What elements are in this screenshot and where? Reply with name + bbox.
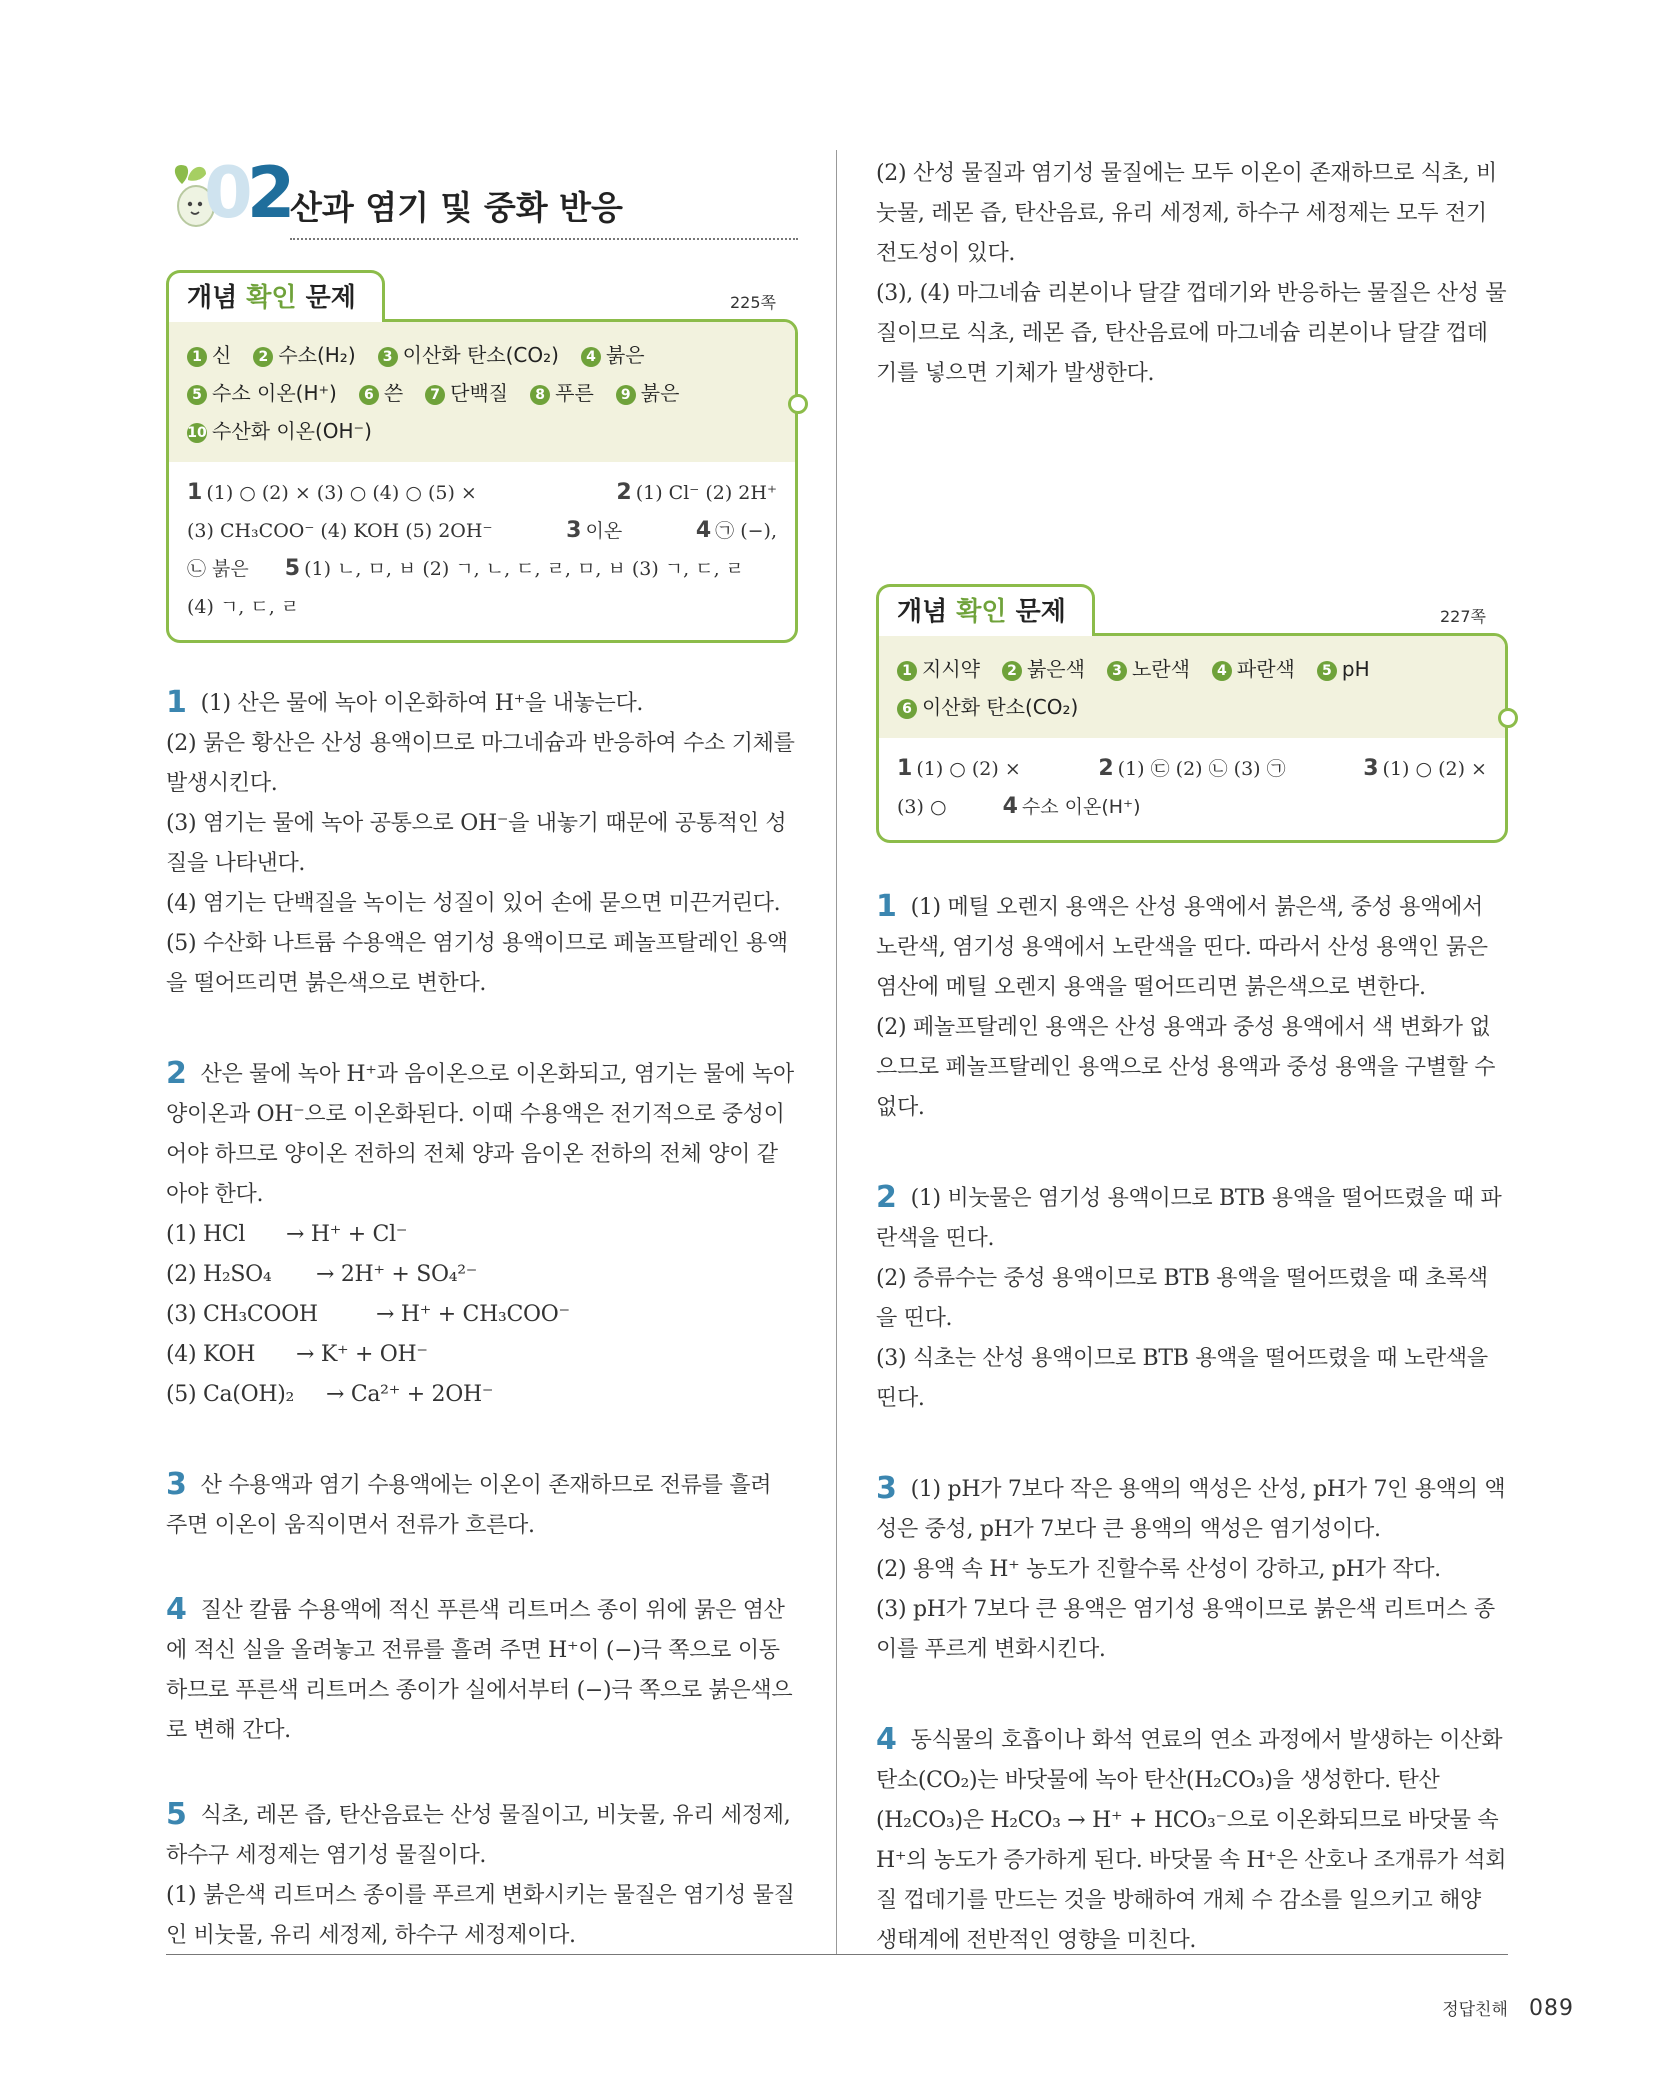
key-item — [581, 343, 645, 367]
key-text: 푸른 — [555, 381, 594, 405]
answer-3: 이온 — [585, 520, 623, 542]
box-answers: 1 (1) ○ (2) × (3) ○ (4) ○ (5) × 2 (1) Cl⁻ (2) 2H⁺ (3) CH₃COO⁻ (4) KOH (5) 2OH⁻ 3 이온 4 ㉠ (−), ㉡ 붉은 5 (1) ㄴ, ㅁ, ㅂ (2) ㄱ, ㄴ, ㄷ, ㄹ, ㅁ, ㅂ (3) ㄱ, ㄷ, ㄹ (4) ㄱ, ㄷ, ㄹ — [169, 462, 795, 640]
chapter-title: 산과 염기 및 중화 반응 — [290, 188, 623, 227]
key-text: pH — [1341, 657, 1370, 681]
key-text: 파란색 — [1236, 657, 1295, 681]
number-badge-icon: 8 — [530, 385, 550, 405]
number-badge-icon: 2 — [253, 347, 273, 367]
box-title: 개념 확인 문제 — [166, 270, 385, 322]
answer-2-cont: (3) CH₃COO⁻ (4) KOH (5) 2OH⁻ — [187, 520, 493, 542]
key-item — [530, 381, 594, 405]
solution-4: 4 질산 칼륨 수용액에 적신 푸른색 리트머스 종이 위에 묽은 염산에 적신 실을 올려놓고 전류를 흘려 주면 H⁺이 (−)극 쪽으로 이동하므로 푸른색 리트머스 종이가 실에서부터 (−)극 쪽으로 붉은색으로 변해 간다. — [166, 1592, 793, 1743]
solution-r4: 4 동식물의 호흡이나 화석 연료의 연소 과정에서 발생하는 이산화 탄소(CO₂)는 바닷물에 녹아 탄산(H₂CO₃)을 생성한다. 탄산(H₂CO₃)은 H₂CO₃ → H⁺ + HCO₃⁻으로 이온화되므로 바닷물 속 H⁺의 농도가 증가하게 된다. 바닷물 속 H⁺은 산호나 조개류가 석회질 껍데기를 만드는 것을 방해하여 개체 수 감소를 일으키고 해양 생태계에 전반적인 영향을 미친다. — [876, 1722, 1507, 1953]
key-item — [1002, 657, 1085, 681]
box-page-ref: 225쪽 — [730, 293, 776, 312]
ring-icon — [788, 394, 808, 414]
key-item — [253, 343, 355, 367]
key-text: 수소(H₂) — [278, 343, 356, 367]
key-item — [187, 343, 231, 367]
chapter-number-digit: 2 — [246, 152, 290, 234]
key-text: 노란색 — [1131, 657, 1190, 681]
answer-key — [879, 636, 1505, 738]
box-page-ref: 227쪽 — [1440, 607, 1486, 626]
solution-r3: 3 (1) pH가 7보다 작은 용액의 액성은 산성, pH가 7인 용액의 액성은 중성, pH가 7보다 큰 용액의 액성은 염기성이다. (2) 용액 속 H⁺ 농도가 진할수록 산성이 강하고, pH가 작다. (3) pH가 7보다 큰 용액은 염기성 용액이므로 붉은색 리트머스 종이를 푸르게 변화시킨다. — [876, 1471, 1506, 1662]
key-text: 붉은 — [640, 381, 680, 405]
key-item — [1212, 657, 1295, 681]
number-badge-icon: 1 — [187, 347, 207, 367]
answer-key — [169, 322, 795, 462]
answer-2: (1) Cl⁻ (2) 2H⁺ — [635, 482, 777, 504]
concept-check-box-225 — [166, 270, 798, 643]
number-badge-icon: 4 — [1212, 661, 1232, 681]
number-badge-icon: 7 — [425, 385, 445, 405]
key-item — [359, 381, 403, 405]
number-badge-icon: 10 — [187, 425, 207, 441]
number-badge-icon: 3 — [1107, 661, 1127, 681]
answer-1: (1) ○ (2) × (3) ○ (4) ○ (5) × — [206, 482, 477, 504]
answer-1: (1) ○ (2) × — [916, 758, 1021, 780]
solution-5-cont: (2) 산성 물질과 염기성 물질에는 모두 이온이 존재하므로 식초, 비눗물, 레몬 즙, 탄산음료, 유리 세정제, 하수구 세정제는 모두 전기 전도성이 있다. (3), (4) 마그네슘 리본이나 달걀 껍데기와 반응하는 물질은 산성 물질이므로 식초, 레몬 즙, 탄산음료에 마그네슘 리본이나 달걀 껍데기를 넣으면 기체가 발생한다. — [876, 161, 1507, 386]
answer-5: (1) ㄴ, ㅁ, ㅂ (2) ㄱ, ㄴ, ㄷ, ㄹ, ㅁ, ㅂ (3) ㄱ, ㄷ, ㄹ — [304, 558, 745, 580]
key-text: 이산화 탄소(CO₂) — [922, 695, 1079, 719]
number-badge-icon: 2 — [1002, 661, 1022, 681]
key-item — [187, 381, 337, 405]
number-badge-icon: 5 — [1317, 661, 1337, 681]
footer-label: 정답친해 — [1442, 2000, 1508, 2020]
solution-1: 1 (1) 산은 물에 녹아 이온화하여 H⁺을 내놓는다. (2) 묽은 황산은 산성 용액이므로 마그네슘과 반응하여 수소 기체를 발생시킨다. (3) 염기는 물에 녹아 공통으로 OH⁻을 내놓기 때문에 공통적인 성질을 나타낸다. (4) 염기는 단백질을 녹이는 성질이 있어 손에 묻으면 미끈거린다. (5) 수산화 나트륨 수용액은 염기성 용액이므로 페놀프탈레인 용액을 떨어뜨리면 붉은색으로 변한다. — [166, 685, 795, 996]
key-text: 붉은색 — [1026, 657, 1085, 681]
solution-2: 2 산은 물에 녹아 H⁺과 음이온으로 이온화되고, 염기는 물에 녹아 양이온과 OH⁻으로 이온화된다. 이때 수용액은 전기적으로 중성이어야 하므로 양이온 전하의 전체 양과 음이온 전하의 전체 양이 같아야 한다. (1) HCl → H⁺ + Cl⁻ (2) H₂SO₄ → 2H⁺ + SO₄²⁻ (3) CH₃COOH → H⁺ + CH₃COO⁻ (4) KOH → K⁺ + OH⁻ (5) Ca(OH)₂ → Ca²⁺ + 2OH⁻ — [166, 1056, 794, 1407]
key-text: 붉은 — [605, 343, 645, 367]
number-badge-icon: 5 — [187, 385, 207, 405]
key-text: 단백질 — [450, 381, 509, 405]
key-item — [425, 381, 508, 405]
answer-5-cont: (4) ㄱ, ㄷ, ㄹ — [187, 596, 300, 618]
number-badge-icon: 6 — [897, 699, 917, 719]
answer-4: 수소 이온(H⁺) — [1021, 796, 1141, 818]
answer-4: ㉠ (−), — [715, 520, 777, 542]
key-item — [1107, 657, 1190, 681]
chapter-number: 02 — [204, 152, 290, 234]
key-text: 수산화 이온(OH⁻) — [212, 419, 372, 443]
answer-3: (1) ○ (2) × — [1382, 758, 1487, 780]
key-item — [378, 343, 559, 367]
answer-4-cont: ㉡ 붉은 — [187, 558, 249, 580]
number-badge-icon: 3 — [378, 347, 398, 367]
page-number: 089 — [1529, 1996, 1574, 2021]
column-divider — [836, 150, 837, 1954]
box-title: 개념 확인 문제 — [876, 584, 1095, 636]
number-badge-icon: 6 — [359, 385, 379, 405]
key-text: 신 — [212, 343, 232, 367]
title-dotted-rule — [290, 238, 798, 240]
chapter-header — [166, 152, 798, 246]
key-text: 지시약 — [922, 657, 980, 681]
box-answers: 1 (1) ○ (2) × 2 (1) ㉢ (2) ㉡ (3) ㉠ 3 (1) ○ (2) × (3) ○ 4 수소 이온(H⁺) — [897, 756, 1487, 819]
solution-5: 5 식초, 레몬 즙, 탄산음료는 산성 물질이고, 비눗물, 유리 세정제, 하수구 세정제는 염기성 물질이다. (1) 붉은색 리트머스 종이를 푸르게 변화시키는 물질은 염기성 물질인 비눗물, 유리 세정제, 하수구 세정제이다. — [166, 1797, 795, 1948]
key-item — [1317, 657, 1370, 681]
page-footer — [1442, 1995, 1574, 2021]
left-column — [166, 150, 798, 1956]
key-item — [616, 381, 680, 405]
number-badge-icon: 9 — [616, 385, 636, 405]
key-item — [897, 695, 1078, 719]
key-text: 수소 이온(H⁺) — [212, 381, 337, 405]
concept-check-box-227 — [876, 584, 1508, 843]
key-text: 쓴 — [383, 381, 404, 405]
key-text: 이산화 탄소(CO₂) — [402, 343, 559, 367]
answer-3-cont: (3) ○ — [897, 796, 947, 818]
solution-r2: 2 (1) 비눗물은 염기성 용액이므로 BTB 용액을 떨어뜨렸을 때 파란색을 띤다. (2) 증류수는 중성 용액이므로 BTB 용액을 떨어뜨렸을 때 초록색을 띤다. (3) 식초는 산성 용액이므로 BTB 용액을 떨어뜨렸을 때 노란색을 띤다. — [876, 1180, 1502, 1411]
right-column — [876, 150, 1508, 1961]
solution-r1: 1 (1) 메틸 오렌지 용액은 산성 용액에서 붉은색, 중성 용액에서 노란색, 염기성 용액에서 노란색을 띤다. 따라서 산성 용액인 묽은 염산에 메틸 오렌지 용액을 떨어뜨리면 붉은색으로 변한다. (2) 페놀프탈레인 용액은 산성 용액과 중성 용액에서 색 변화가 없으므로 페놀프탈레인 용액으로 산성 용액과 중성 용액을 구별할 수 없다. — [876, 889, 1496, 1120]
key-item — [897, 657, 980, 681]
key-item — [187, 419, 372, 443]
solution-3: 3 산 수용액과 염기 수용액에는 이온이 존재하므로 전류를 흘려 주면 이온이 움직이면서 전류가 흐른다. — [166, 1467, 772, 1538]
number-badge-icon: 1 — [897, 661, 917, 681]
number-badge-icon: 4 — [581, 347, 601, 367]
answer-2: (1) ㉢ (2) ㉡ (3) ㉠ — [1117, 758, 1286, 780]
ring-icon — [1498, 708, 1518, 728]
